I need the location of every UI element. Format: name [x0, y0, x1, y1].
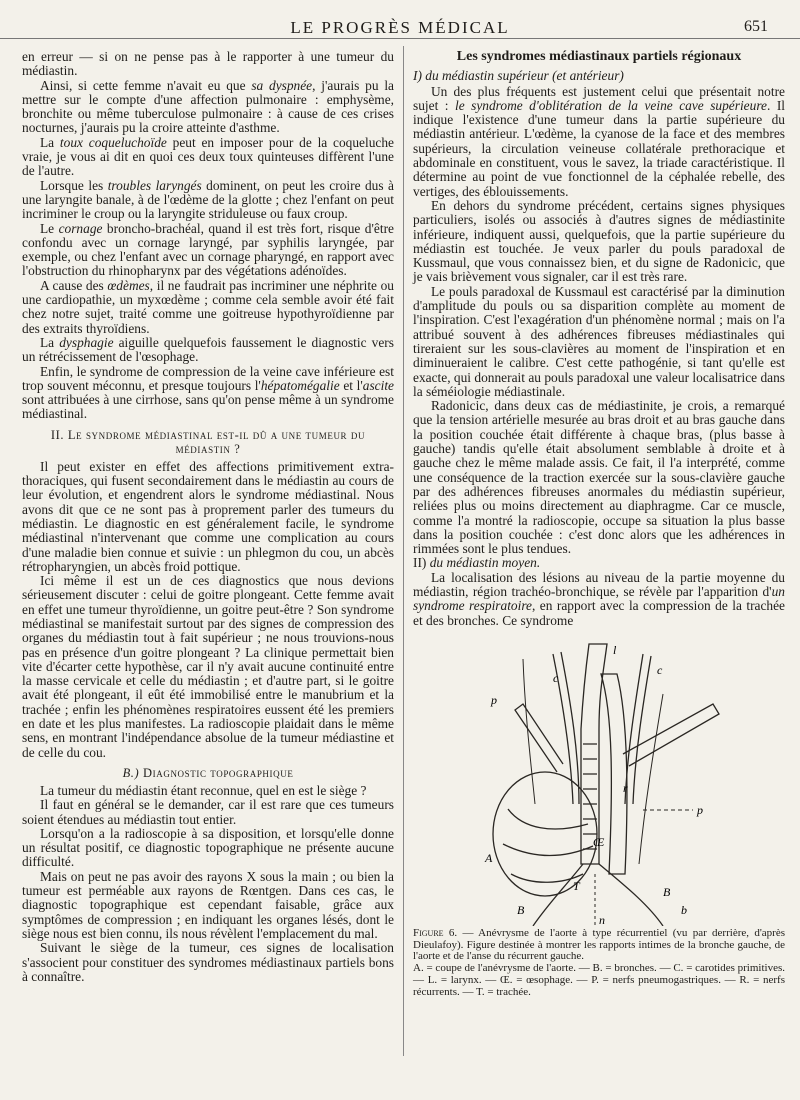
paragraph: Un des plus fréquents est justement celui que présentait notre sujet : le syndrome d'oblitération de la veine cave supérieure. Il indique l'existence d'une tumeur dans la partie supérieure du médiastin antérieur. L'œdème, la cyanose de la face et des membres supérieurs, la circulation veineuse collatérale prethoracique et abdominale en constituent, vous le savez, la triade caractéristique. Il détermine au point de vue fonctionnel de la céphalée rebelle, des vertiges, des éblouissements. — [413, 83, 785, 199]
figure-caption — [413, 928, 785, 999]
paragraph: Ainsi, si cette femme n'avait eu que sa dyspnée, j'aurais pu la mettre sur le compte d'une affection pulmonaire : emphysème, bronchite ou même tuberculose pulmonaire : à cause de ces crises nocturnes, j'aurais pu la croire atteinte d'asthme. — [22, 77, 394, 136]
paragraph: en erreur — si on ne pense pas à le rapporter à une tumeur du médiastin. — [22, 49, 394, 79]
subheading: I) du médiastin supérieur (et antérieur) — [413, 68, 624, 84]
paragraph: A cause des œdèmes, il ne faudrait pas incriminer une néphrite ou une cardiopathie, un myxœdème ; comme cela semble avoir été fait chez notre sujet, traité comme une goitreuse hypothyroïdienne par des extraits thyroïdiens. — [22, 277, 394, 336]
bronchus-left — [533, 864, 583, 926]
paragraph: Enfin, le syndrome de compression de la veine cave inférieure est trop souvent méconnu, et presque toujours l'hépatomégalie et l'ascite sont attribuées à une cirrhose, sans qu'on pense même à un syndrome médiastinal. — [22, 363, 394, 422]
paragraph: Suivant le siège de la tumeur, ces signes de localisation s'associent pour constituer des syndromes médiastinaux partiels bons à connaître. — [22, 940, 394, 984]
anatomical-figure — [413, 634, 785, 926]
journal-title: LE PROGRÈS MÉDICAL — [290, 18, 510, 37]
right-column — [413, 50, 785, 999]
paragraph: Le cornage broncho-brachéal, quand il est très fort, risque d'être confondu avec un cornage laryngé, par syphilis laryngée, par exemple, ou chez l'enfant avec un cornage pharyngé, en rapport avec l'obstruction du rhinopharynx par des végétations adénoïdes. — [22, 220, 394, 279]
aorta-aneurysm-drawing — [413, 634, 785, 926]
paragraph: Mais on peut ne pas avoir des rayons X sous la main ; ou bien la tumeur est perméable aux rayons de Rœntgen. Dans ces cas, le diagnostic topographique est cependant faisable, grâce aux symptômes de compression ; en indiquant les organes lésés, dont le siège nous est bien connu, ils nous révèlent l'emplacement du mal. — [22, 868, 394, 941]
paragraph: Lorsque les troubles laryngés dominent, on peut les croire dus à une laryngite banale, à de l'œdème de la glotte ; chez l'enfant on peut incriminer le croup ou la laryngite striduleuse ou faux croup. — [22, 177, 394, 222]
section-heading: B.) Diagnostic topographique — [122, 765, 294, 780]
subclavian-branch — [623, 704, 719, 766]
fig-label-t: T — [573, 878, 580, 893]
paragraph: La localisation des lésions au niveau de la partie moyenne du médiastin, région trachéo-bronchique, se révèle par l'apparition d'un syndrome respiratoire, en rapport avec la compression de la trachée et des bronches. Ce syndrome — [413, 569, 785, 628]
paragraph: Ici même il est un de ces diagnostics que nous devions sérieusement discuter : celui de goitre plongeant. Cette femme avait en effet une tumeur thyroïdienne, un goitre peut-être ? Son syndrome médiastinal se manifestait surtout par des signes de compression des organes du médiastin tout à fait supérieur ; ne nous trouvions-nous pas en présence d'un goitre plongeant ? La clinique permettait bien vite d'écarter cette hypothèse, car il n'y avait aucune continuité entre la masse cervicale et celle du médiastin ; et d'autre part, si le goitre avait été plongeant, il eût été immobilisé entre le manubrium et la trachée ; enfin les phénomènes respiratoires eussent été les premiers en date et les plus manifestes. La radioscopie plaidait dans le même sens, en montrant l'indépendance absolue de la tumeur médiastine et de celle du cou. — [22, 573, 394, 760]
paragraph: Radonicic, dans deux cas de médiastinite, je crois, a remarqué que la tension artérielle mesurée au bras droit et au bras gauche dans la position couchée était différente à chaque bras, (plus basse à gauche) tandis qu'elle était absolument semblable à droite et à gauche chez le même malade assis. Ce fait, il l'a interprété, comme une conséquence de la traction exercée sur la sous-clavière gauche par des adhérences fibreuses anormales du médiastin supérieur, reliées plus ou moins directement au diaphragme. Car ce muscle, comme l'a montré la radioscopie, occupe sa situation la plus basse dans la position couchée : c'est donc alors que les adhérences in rimmées sont le plus tendues. — [413, 398, 785, 557]
paragraph: La tumeur du médiastin étant reconnue, quel en est le siège ? — [40, 782, 367, 798]
fig-label-p: p — [491, 692, 497, 707]
paragraph: La toux coqueluchoïde peut en imposer pour de la coqueluche vraie, je vous ai dit en quoi ces deux toux quinteuses diffèrent l'une de l'autre. — [22, 134, 394, 179]
fig-label-l: l — [613, 642, 617, 657]
paragraph: Lorsqu'on a la radioscopie à sa disposition, et lorsqu'elle donne un résultat positif, ce diagnostic topographique ne présente aucune difficulté. — [22, 825, 394, 870]
running-head — [0, 18, 800, 39]
caption-text: — Anévrysme de l'aorte à type récurrentiel (vu par derrière, d'après Dieulafoy). Figure destinée à montrer les rapports intimes de la bronche gauche, de l'aorte et de l'anse du récurrent gauche. — [413, 926, 786, 963]
section-heading: Les syndromes médiastinaux partiels régionaux — [456, 49, 742, 64]
section-heading: II. Le syndrome médiastinal est-il dû a une tumeur du médiastin ? — [50, 427, 366, 456]
figure-legend: A. = coupe de l'anévrysme de l'aorte. — B. = bronches. — C. = carotides primitives. — L. = larynx. — Œ. = œsophage. — P. = nerfs pneumogastriques. — R. = nerfs récurrents. — T. = trachée. — [413, 962, 785, 998]
fig-label-oe: Œ — [593, 834, 605, 849]
figure-number: Figure 6. — [413, 926, 458, 939]
fig-label-a: A — [485, 850, 493, 865]
fig-label-b: B — [663, 884, 671, 899]
trachea-shape — [581, 644, 607, 864]
subheading: II) du médiastin moyen. — [413, 555, 541, 571]
page-number: 651 — [744, 18, 768, 35]
paragraph: Il faut en général se le demander, car il est rare que ces tumeurs soient étendues au médiastin tout entier. — [22, 797, 394, 827]
fig-label-c: c — [657, 662, 663, 677]
paragraph: En dehors du syndrome précédent, certains signes physiques particuliers, isolés ou associés à d'autres signes de médiastinite inférieure, indiquent aussi, quelquefois, que la partie supérieure du médiastin est touchée. Je veux parler du pouls paradoxal de Kussmaul, que vous connaissez bien, et du signe de Radonicic, que je vais brièvement vous signaler, car il est très rare. — [413, 197, 785, 285]
fig-label-c: c — [553, 670, 559, 685]
fig-label-b: b — [681, 902, 687, 917]
fig-label-b: B — [517, 902, 525, 917]
left-column — [22, 50, 394, 984]
fig-label-r: r — [623, 780, 628, 795]
column-divider — [403, 46, 404, 1056]
paragraph: La dysphagie aiguille quelquefois faussement le diagnostic vers un rétrécissement de l'œsophage. — [22, 334, 394, 365]
fig-label-p: p — [697, 802, 703, 817]
paragraph: Le pouls paradoxal de Kussmaul est caractérisé par la diminution d'amplitude du pouls ou sa disparition complète au moment de l'inspiration. C'est l'exagération d'un phénomène normal ; mais on l'a attribué souvent à des adhérences fibreuses médiastinales qui tireraient sur les sous-clavières au moment de l'inspiration et en diminueraient le calibre. C'est cette pathogénie, si tant qu'elle est exacte, qui donnerait au pouls paradoxal une valeur localisatrice dans la séméiologie médiastinale. — [413, 283, 785, 399]
fig-label-n: n — [599, 912, 605, 926]
oesophagus-shape — [601, 674, 627, 874]
paragraph: Il peut exister en effet des affections primitivement extra-thoraciques, qui fusent secondairement dans le médiastin au cours de leur évolution, et engendrent alors le syndrome médiastinal. Nous avons dit que ce ne sont pas à proprement parler des tumeurs du médiastin. Le diagnostic en est généralement facile, le syndrome médiastinal n'intervenant que comme une complication au cours d'une maladie bien connue et suivie : un phlegmon du cou, un abcès rétropharyngien, un abcès froid pottique. — [22, 458, 394, 574]
